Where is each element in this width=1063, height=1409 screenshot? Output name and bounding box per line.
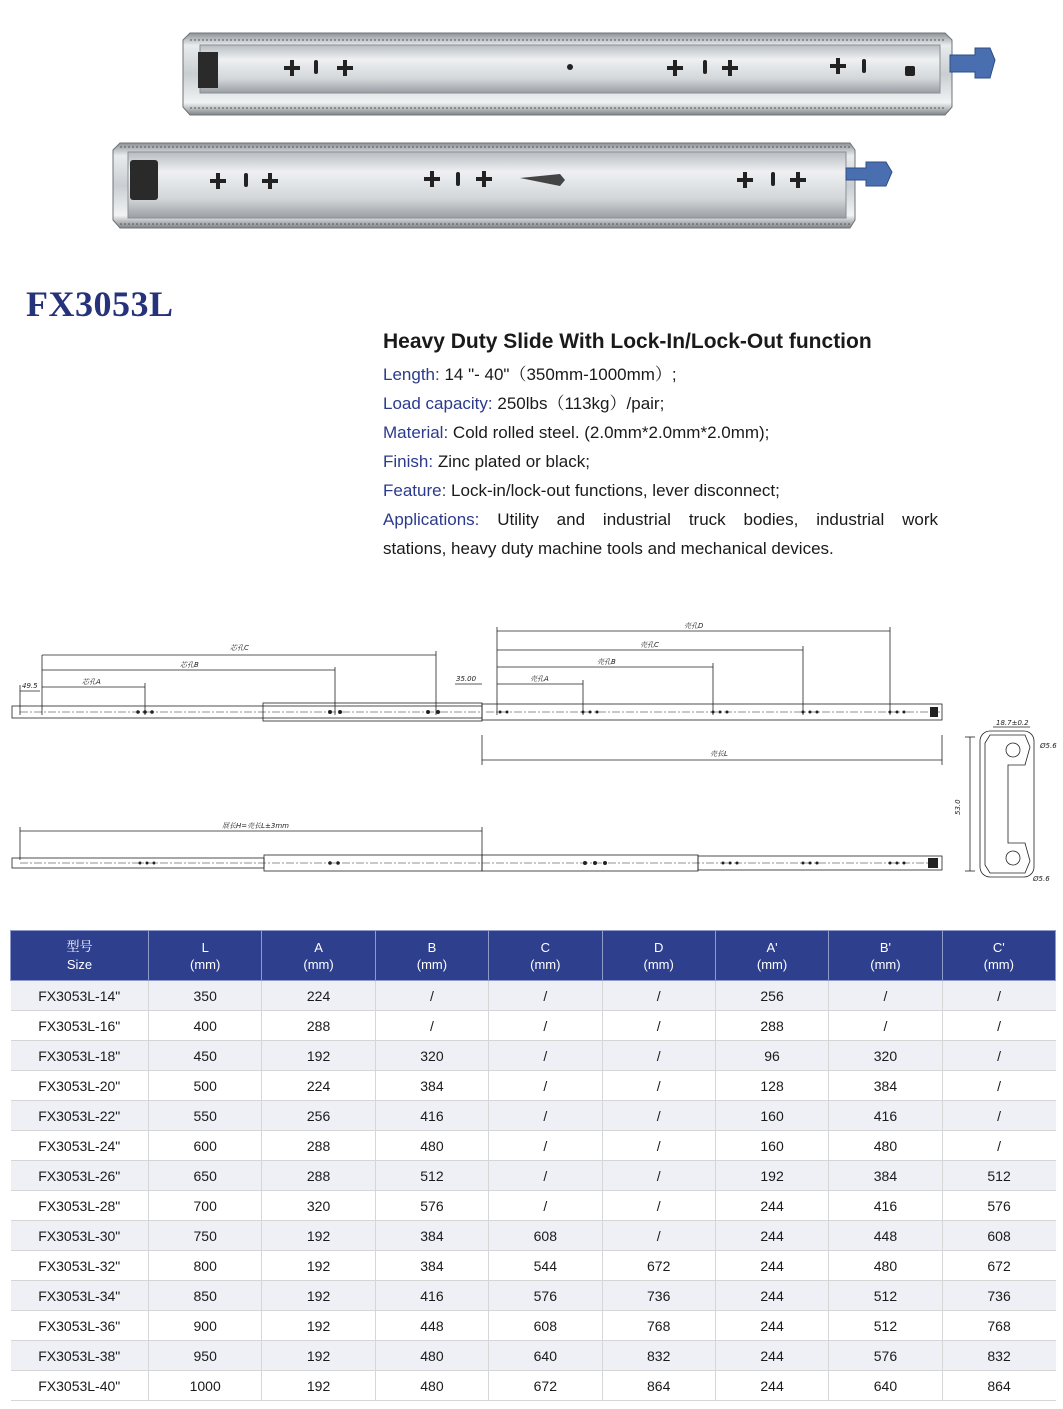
spec-value: 14 "- 40"（350mm-1000mm）; xyxy=(444,365,677,384)
label-extension: 展长H=壳长L±3mm xyxy=(222,822,289,830)
table-cell: 736 xyxy=(942,1281,1055,1311)
table-row xyxy=(11,981,1056,1011)
table-cell: 448 xyxy=(375,1311,488,1341)
table-cell: / xyxy=(489,1191,602,1221)
technical-drawing xyxy=(0,615,1063,895)
table-cell: FX3053L-16" xyxy=(11,1011,149,1041)
table-cell: / xyxy=(942,1041,1055,1071)
spec-applications-cont: stations, heavy duty machine tools and mechanical devices. xyxy=(383,539,834,558)
product-description xyxy=(383,330,938,563)
table-cell: 850 xyxy=(149,1281,262,1311)
table-cell: 500 xyxy=(149,1071,262,1101)
table-cell: / xyxy=(375,981,488,1011)
table-cell: / xyxy=(942,1101,1055,1131)
product-photo xyxy=(0,0,1063,250)
table-cell: 480 xyxy=(375,1371,488,1401)
table-cell: / xyxy=(602,1011,715,1041)
spec-value: Zinc plated or black; xyxy=(437,452,590,471)
label-core-c: 芯孔C xyxy=(230,644,249,652)
spec-finish: Finish: Zinc plated or black; xyxy=(383,452,590,471)
table-row xyxy=(11,1161,1056,1191)
table-body xyxy=(11,981,1056,1401)
table-cell: 288 xyxy=(262,1131,375,1161)
model-number: FX3053L xyxy=(26,284,174,324)
table-cell: 224 xyxy=(262,1071,375,1101)
table-row xyxy=(11,1041,1056,1071)
table-cell: FX3053L-30" xyxy=(11,1221,149,1251)
table-cell: / xyxy=(489,1161,602,1191)
table-cell: FX3053L-20" xyxy=(11,1071,149,1101)
table-cell: FX3053L-26" xyxy=(11,1161,149,1191)
table-cell: / xyxy=(602,1221,715,1251)
table-cell: FX3053L-34" xyxy=(11,1281,149,1311)
table-cell: 512 xyxy=(942,1161,1055,1191)
table-cell: 450 xyxy=(149,1041,262,1071)
top-rail-photo xyxy=(183,33,995,115)
spec-key: Feature xyxy=(383,481,442,500)
table-cell: 192 xyxy=(262,1341,375,1371)
label-height: 53.0 xyxy=(954,799,962,815)
table-cell: 672 xyxy=(942,1251,1055,1281)
label-shell-b: 壳孔B xyxy=(597,658,616,666)
table-cell: 192 xyxy=(262,1221,375,1251)
table-cell: 512 xyxy=(829,1311,942,1341)
spec-key: Material xyxy=(383,423,444,442)
table-row xyxy=(11,1101,1056,1131)
table-cell: 416 xyxy=(375,1281,488,1311)
product-title: Heavy Duty Slide With Lock-In/Lock-Out function xyxy=(383,330,872,353)
table-cell: 288 xyxy=(262,1011,375,1041)
table-cell: 244 xyxy=(715,1371,828,1401)
table-row xyxy=(11,1311,1056,1341)
table-cell: / xyxy=(489,1071,602,1101)
spec-key: Applications xyxy=(383,510,475,529)
table-cell: 480 xyxy=(375,1131,488,1161)
table-cell: 256 xyxy=(715,981,828,1011)
table-cell: 950 xyxy=(149,1341,262,1371)
table-cell: 576 xyxy=(942,1191,1055,1221)
table-cell: / xyxy=(602,1131,715,1161)
table-cell: 384 xyxy=(829,1161,942,1191)
label-shell-a: 壳孔A xyxy=(530,675,549,683)
table-cell: FX3053L-22" xyxy=(11,1101,149,1131)
spec-key: Length xyxy=(383,365,435,384)
table-cell: 384 xyxy=(375,1251,488,1281)
label-shell-c: 壳孔C xyxy=(640,641,659,649)
spec-length: Length: 14 "- 40"（350mm-1000mm）; xyxy=(383,365,677,384)
header-d: D (mm) xyxy=(602,931,715,981)
header-b: B (mm) xyxy=(375,931,488,981)
spec-load-capacity: Load capacity: 250lbs（113kg）/pair; xyxy=(383,394,665,413)
spec-value: 250lbs（113kg）/pair; xyxy=(497,394,665,413)
table-cell: 416 xyxy=(829,1191,942,1221)
table-cell: 192 xyxy=(262,1251,375,1281)
table-cell: / xyxy=(489,1131,602,1161)
header-c-prime: C' (mm) xyxy=(942,931,1055,981)
table-cell: 576 xyxy=(489,1281,602,1311)
table-cell: FX3053L-18" xyxy=(11,1041,149,1071)
table-cell: / xyxy=(602,1101,715,1131)
table-cell: / xyxy=(942,1071,1055,1101)
table-cell: 192 xyxy=(715,1161,828,1191)
table-cell: 384 xyxy=(375,1071,488,1101)
table-cell: 244 xyxy=(715,1281,828,1311)
header-size: 型号 Size xyxy=(11,931,149,981)
table-header-row xyxy=(11,931,1056,981)
table-row xyxy=(11,1011,1056,1041)
table-cell: 672 xyxy=(489,1371,602,1401)
table-cell: 480 xyxy=(829,1251,942,1281)
table-cell: / xyxy=(829,1011,942,1041)
spec-applications: Applications: Utility and industrial truck bodies, industrial work xyxy=(383,510,938,529)
table-cell: 576 xyxy=(375,1191,488,1221)
bottom-rail-photo xyxy=(113,143,892,228)
table-cell: 192 xyxy=(262,1371,375,1401)
table-cell: 384 xyxy=(375,1221,488,1251)
table-cell: 400 xyxy=(149,1011,262,1041)
table-cell: 672 xyxy=(602,1251,715,1281)
table-cell: 448 xyxy=(829,1221,942,1251)
table-cell: 288 xyxy=(715,1011,828,1041)
label-shell-d: 壳孔D xyxy=(684,622,704,630)
label-hole-top: Ø5.6 xyxy=(1040,742,1057,750)
table-cell: 224 xyxy=(262,981,375,1011)
label-shell-l: 壳长L xyxy=(710,750,728,758)
table-row xyxy=(11,1221,1056,1251)
table-cell: 544 xyxy=(489,1251,602,1281)
label-core-b: 芯孔B xyxy=(180,661,199,669)
table-row xyxy=(11,1371,1056,1401)
table-cell: 640 xyxy=(829,1371,942,1401)
table-cell: 512 xyxy=(829,1281,942,1311)
spec-feature: Feature: Lock-in/lock-out functions, lever disconnect; xyxy=(383,481,780,500)
header-c: C (mm) xyxy=(489,931,602,981)
spec-value: Utility and industrial truck bodies, industrial work xyxy=(497,510,938,529)
table-cell: FX3053L-28" xyxy=(11,1191,149,1221)
table-cell: 768 xyxy=(602,1311,715,1341)
table-cell: 800 xyxy=(149,1251,262,1281)
table-row xyxy=(11,1281,1056,1311)
header-a-prime: A' (mm) xyxy=(715,931,828,981)
spec-value: Lock-in/lock-out functions, lever disconnect; xyxy=(451,481,780,500)
table-cell: 768 xyxy=(942,1311,1055,1341)
table-cell: 640 xyxy=(489,1341,602,1371)
table-cell: / xyxy=(602,1041,715,1071)
table-cell: 480 xyxy=(829,1131,942,1161)
table-cell: 576 xyxy=(829,1341,942,1371)
table-row xyxy=(11,1191,1056,1221)
table-cell: 288 xyxy=(262,1161,375,1191)
table-cell: 384 xyxy=(829,1071,942,1101)
table-cell: 192 xyxy=(262,1041,375,1071)
table-cell: 416 xyxy=(375,1101,488,1131)
table-cell: FX3053L-40" xyxy=(11,1371,149,1401)
label-hole-bottom: Ø5.6 xyxy=(1033,875,1050,883)
table-cell: 244 xyxy=(715,1311,828,1341)
table-cell: / xyxy=(489,1101,602,1131)
table-row xyxy=(11,1071,1056,1101)
table-row xyxy=(11,1131,1056,1161)
table-cell: 244 xyxy=(715,1251,828,1281)
spec-material: Material: Cold rolled steel. (2.0mm*2.0mm*2.0mm); xyxy=(383,423,770,442)
table-cell: 192 xyxy=(262,1311,375,1341)
table-cell: 864 xyxy=(602,1371,715,1401)
table-cell: 900 xyxy=(149,1311,262,1341)
table-cell: 832 xyxy=(602,1341,715,1371)
table-cell: 700 xyxy=(149,1191,262,1221)
table-cell: 160 xyxy=(715,1131,828,1161)
table-cell: / xyxy=(489,981,602,1011)
table-row xyxy=(11,1341,1056,1371)
table-cell: / xyxy=(829,981,942,1011)
table-cell: 750 xyxy=(149,1221,262,1251)
header-a: A (mm) xyxy=(262,931,375,981)
table-cell: 256 xyxy=(262,1101,375,1131)
table-cell: FX3053L-14" xyxy=(11,981,149,1011)
table-cell: 608 xyxy=(489,1221,602,1251)
table-cell: / xyxy=(602,1191,715,1221)
table-cell: FX3053L-32" xyxy=(11,1251,149,1281)
table-cell: / xyxy=(375,1011,488,1041)
table-cell: FX3053L-36" xyxy=(11,1311,149,1341)
table-cell: / xyxy=(489,1011,602,1041)
table-cell: 320 xyxy=(375,1041,488,1071)
table-cell: 416 xyxy=(829,1101,942,1131)
table-cell: 320 xyxy=(262,1191,375,1221)
table-cell: 192 xyxy=(262,1281,375,1311)
table-cell: 160 xyxy=(715,1101,828,1131)
table-row xyxy=(11,1251,1056,1281)
table-cell: 1000 xyxy=(149,1371,262,1401)
table-cell: 244 xyxy=(715,1191,828,1221)
label-35: 35.00 xyxy=(456,675,477,683)
table-cell: 480 xyxy=(375,1341,488,1371)
table-cell: FX3053L-24" xyxy=(11,1131,149,1161)
spec-value: Cold rolled steel. (2.0mm*2.0mm*2.0mm); xyxy=(452,423,770,442)
spec-key: Load capacity xyxy=(383,394,488,413)
table-cell: 864 xyxy=(942,1371,1055,1401)
table-cell: / xyxy=(602,1161,715,1191)
header-b-prime: B' (mm) xyxy=(829,931,942,981)
table-cell: 128 xyxy=(715,1071,828,1101)
table-cell: / xyxy=(489,1041,602,1071)
table-cell: FX3053L-38" xyxy=(11,1341,149,1371)
table-cell: 96 xyxy=(715,1041,828,1071)
table-cell: 600 xyxy=(149,1131,262,1161)
size-table xyxy=(10,930,1056,1401)
table-cell: 244 xyxy=(715,1221,828,1251)
table-cell: / xyxy=(942,981,1055,1011)
table-cell: 320 xyxy=(829,1041,942,1071)
table-cell: 350 xyxy=(149,981,262,1011)
spec-key: Finish xyxy=(383,452,429,471)
header-l: L (mm) xyxy=(149,931,262,981)
table-cell: 608 xyxy=(489,1311,602,1341)
label-core-a: 芯孔A xyxy=(82,678,101,686)
table-cell: 832 xyxy=(942,1341,1055,1371)
table-cell: 608 xyxy=(942,1221,1055,1251)
table-cell: / xyxy=(602,1071,715,1101)
table-cell: / xyxy=(942,1131,1055,1161)
table-cell: 736 xyxy=(602,1281,715,1311)
table-cell: 550 xyxy=(149,1101,262,1131)
label-width: 18.7±0.2 xyxy=(996,719,1029,727)
label-49-5: 49.5 xyxy=(22,682,38,690)
table-cell: / xyxy=(602,981,715,1011)
table-cell: 244 xyxy=(715,1341,828,1371)
table-cell: 512 xyxy=(375,1161,488,1191)
table-cell: / xyxy=(942,1011,1055,1041)
table-cell: 650 xyxy=(149,1161,262,1191)
